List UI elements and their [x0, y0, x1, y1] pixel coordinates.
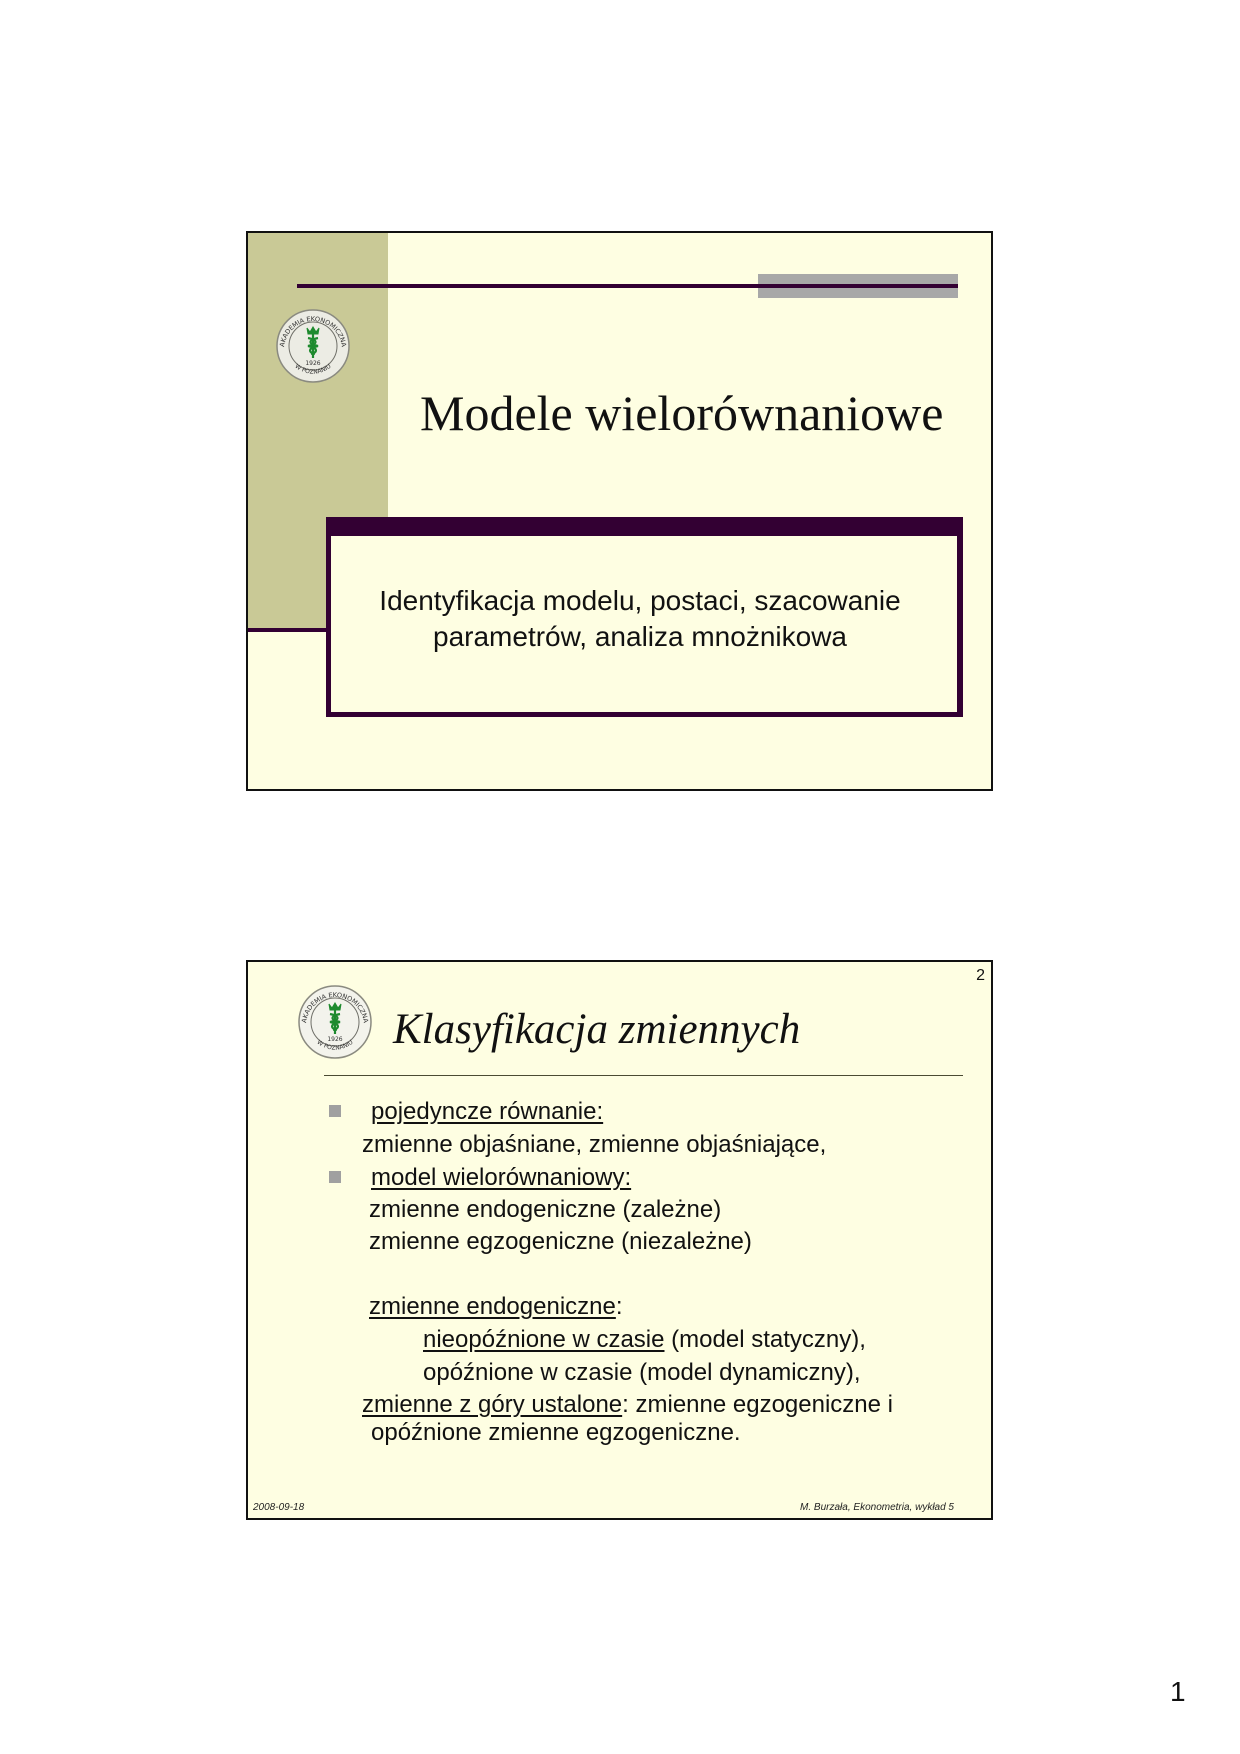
- svg-text:AKADEMIA EKONOMICZNA: AKADEMIA EKONOMICZNA: [300, 990, 370, 1024]
- body-text: zmienne objaśniane, zmienne objaśniające,: [362, 1131, 827, 1158]
- slide-title: Modele wielorównaniowe: [420, 385, 944, 441]
- footer-date: 2008-09-18: [253, 1502, 305, 1513]
- heading-text: zmienne z góry ustalone: [362, 1391, 623, 1418]
- body-line: [369, 1226, 752, 1258]
- body-text: : zmienne egzogeniczne i: [622, 1391, 893, 1418]
- svg-text:1926: 1926: [327, 1036, 343, 1043]
- body-line: [371, 1162, 631, 1194]
- slide-number: 2: [976, 967, 985, 984]
- heading-text: zmienne endogeniczne: [369, 1293, 616, 1320]
- subtitle-line: Identyfikacja modelu, postaci, szacowanie: [379, 585, 901, 616]
- body-line: [423, 1357, 861, 1389]
- body-line: [362, 1129, 826, 1161]
- body-line: [371, 1096, 603, 1128]
- body-text: :: [615, 1293, 623, 1320]
- footer-author: M. Burzała, Ekonometria, wykład 5: [800, 1502, 954, 1513]
- body-text: (model statyczny),: [664, 1326, 866, 1353]
- top-horizontal-rule: [297, 284, 958, 288]
- body-line: [423, 1324, 866, 1356]
- body-text: opóźnione w czasie (model dynamiczny),: [423, 1359, 861, 1386]
- body-text: zmienne endogeniczne (zależne): [369, 1196, 722, 1223]
- heading-text: nieopóźnione w czasie: [423, 1326, 665, 1353]
- body-text: opóźnione zmienne egzogeniczne.: [371, 1419, 741, 1446]
- subtitle-line: parametrów, analiza mnożnikowa: [433, 621, 847, 652]
- body-line: [371, 1417, 741, 1449]
- subtitle-box: [326, 517, 963, 717]
- bullet-square-icon: [329, 1171, 341, 1183]
- svg-text:W POZNANIU: W POZNANIU: [293, 362, 333, 376]
- column-divider-rule: [248, 628, 332, 632]
- heading-text: pojedyncze równanie:: [371, 1098, 604, 1125]
- slide-1-title-slide: [246, 231, 993, 791]
- svg-text:AKADEMIA EKONOMICZNA: AKADEMIA EKONOMICZNA: [278, 314, 348, 348]
- svg-text:W POZNANIU: W POZNANIU: [315, 1038, 355, 1052]
- body-text: zmienne egzogeniczne (niezależne): [369, 1228, 752, 1255]
- heading-text: model wielorównaniowy:: [371, 1164, 632, 1191]
- svg-text:1926: 1926: [305, 360, 321, 367]
- body-line: [369, 1291, 623, 1323]
- slide-title: Klasyfikacja zmiennych: [393, 1006, 801, 1053]
- title-underline-rule: [324, 1075, 963, 1076]
- university-seal-icon: [275, 308, 351, 384]
- page-number: 1: [1170, 1676, 1186, 1707]
- bullet-square-icon: [329, 1105, 341, 1117]
- slide-2-content-slide: [246, 960, 993, 1520]
- university-seal-icon: [297, 984, 373, 1060]
- subtitle-text: [331, 583, 949, 655]
- body-line: [369, 1194, 721, 1226]
